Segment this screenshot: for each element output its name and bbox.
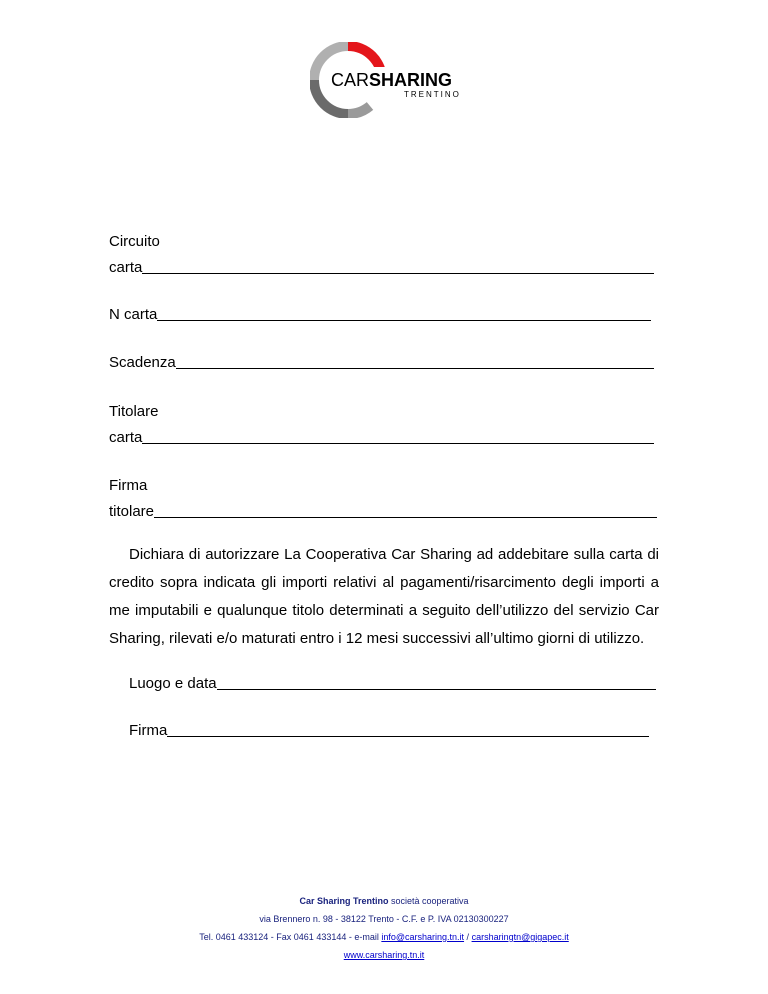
carsharing-logo bbox=[310, 42, 460, 118]
field-label: carta bbox=[109, 429, 143, 446]
declaration-text: Dichiara di autorizzare La Cooperativa Car Sharing ad addebitare sulla carta di credito sopra indicata gli importi relativi al pagamenti/risarcimento degli importi a me imputabili e qualunque titolo determinati a seguito dell’utilizzo del servizio Car Sharing, rilevati e/o maturati entro i 12 mesi successivi all’ultimo giorni di utilizzo. bbox=[109, 546, 659, 647]
logo-brand-thin: CAR bbox=[331, 70, 370, 90]
field-label: Luogo e data bbox=[129, 675, 217, 692]
field-label: Firma bbox=[129, 722, 168, 739]
field-luogo-data bbox=[129, 675, 656, 692]
field-n-carta bbox=[109, 306, 669, 323]
footer-contacts bbox=[0, 928, 768, 946]
field-label: N carta bbox=[109, 306, 158, 323]
footer bbox=[0, 892, 768, 964]
input-line[interactable] bbox=[154, 503, 657, 518]
field-titolare-carta bbox=[109, 403, 669, 446]
footer-address: via Brennero n. 98 - 38122 Trento - C.F. e P. IVA 02130300227 bbox=[259, 914, 509, 924]
field-firma-titolare bbox=[109, 477, 669, 520]
field-circuito-carta bbox=[109, 233, 669, 276]
field-label: Titolare bbox=[109, 403, 159, 420]
email-link-pec[interactable]: carsharingtn@gigapec.it bbox=[471, 932, 569, 942]
field-firma bbox=[129, 722, 649, 739]
footer-company bbox=[0, 892, 768, 910]
logo-brand bbox=[331, 71, 452, 89]
footer-contacts-prefix: Tel. 0461 433124 - Fax 0461 433144 - e-mail bbox=[199, 932, 382, 942]
field-label: Firma bbox=[109, 477, 148, 494]
input-line[interactable] bbox=[176, 354, 654, 369]
field-label: titolare bbox=[109, 503, 155, 520]
input-line[interactable] bbox=[142, 259, 654, 274]
website-link[interactable]: www.carsharing.tn.it bbox=[343, 950, 425, 960]
logo-subtitle: TRENTINO bbox=[404, 90, 461, 99]
input-line[interactable] bbox=[167, 722, 649, 737]
input-line[interactable] bbox=[217, 675, 656, 690]
footer-website-row bbox=[0, 946, 768, 964]
footer-brand: Car Sharing Trentino bbox=[299, 896, 389, 906]
footer-brand-rest: società cooperativa bbox=[388, 896, 469, 906]
field-scadenza bbox=[109, 354, 669, 371]
email-link-info[interactable]: info@carsharing.tn.it bbox=[381, 932, 465, 942]
input-line[interactable] bbox=[157, 306, 651, 321]
field-label: Scadenza bbox=[109, 354, 176, 371]
footer-email-separator: / bbox=[464, 932, 472, 942]
field-label: Circuito bbox=[109, 233, 160, 250]
logo-brand-bold: SHARING bbox=[369, 70, 453, 90]
input-line[interactable] bbox=[142, 429, 654, 444]
field-label: carta bbox=[109, 259, 143, 276]
